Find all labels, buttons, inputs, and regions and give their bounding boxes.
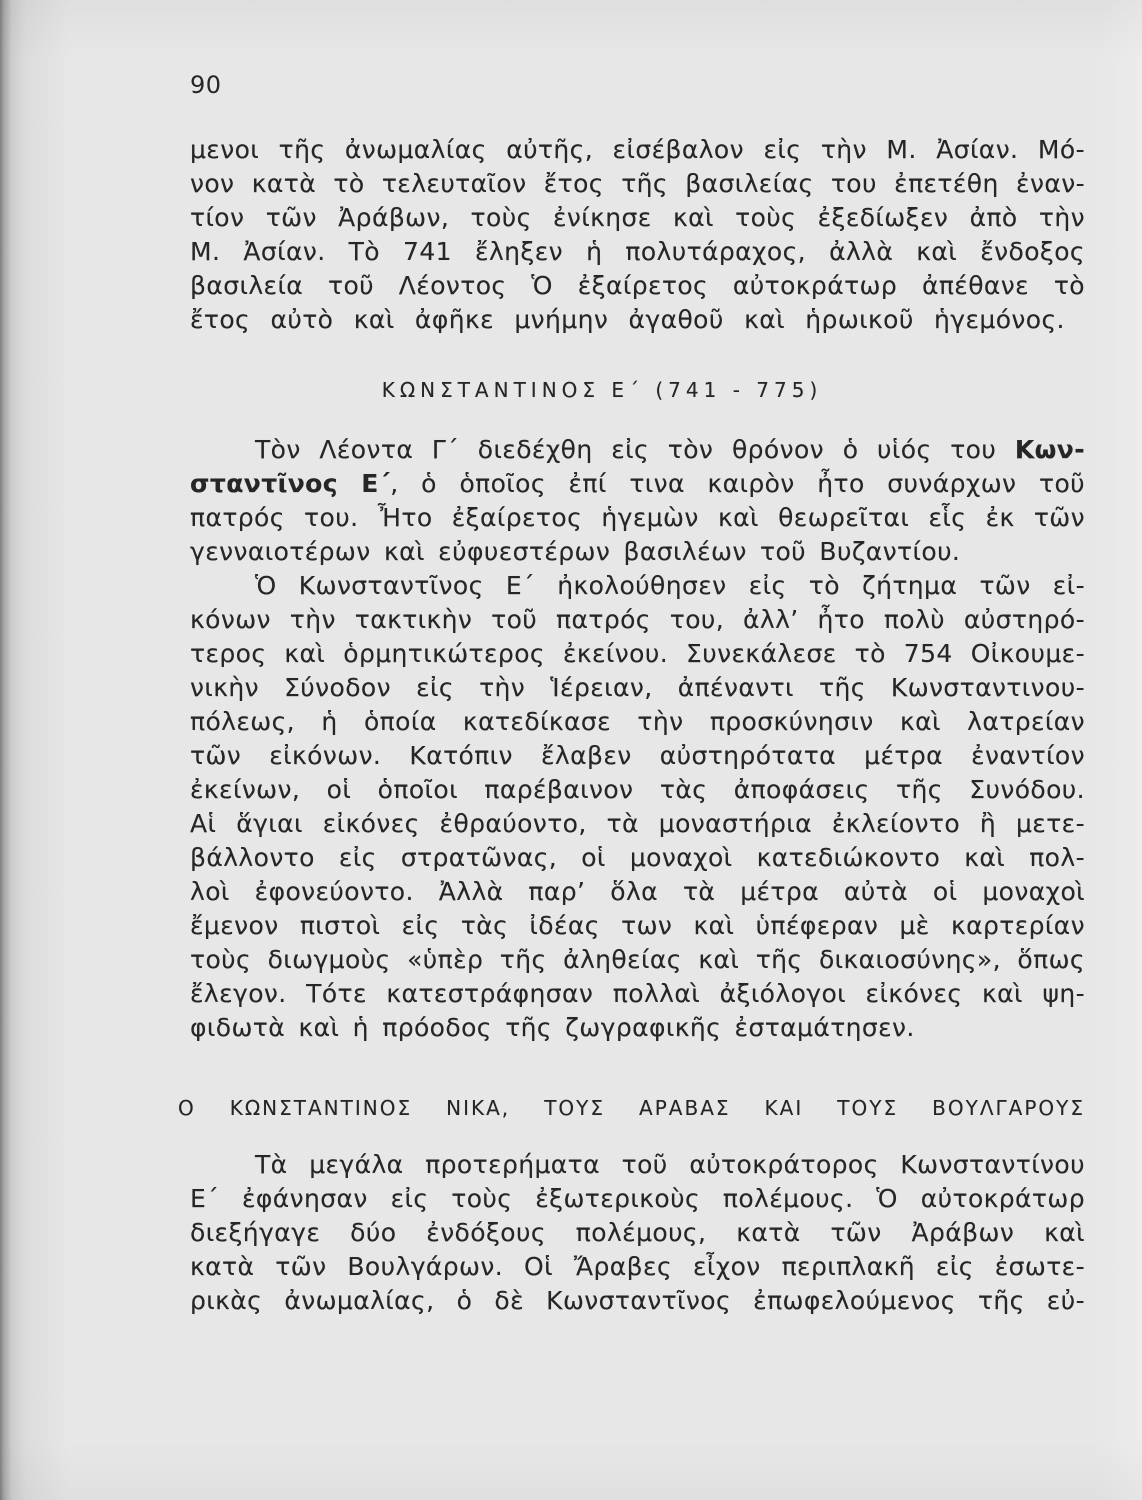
text-line: τοὺς διωγμοὺς «ὑπὲρ τῆς ἀληθείας καὶ τῆς δικαιοσύνης», ὅπως <box>190 945 1085 974</box>
text-line: φιδωτὰ καὶ ἡ πρόοδος τῆς ζωγραφικῆς ἐσταμάτησεν. <box>190 1013 915 1042</box>
text-line: γενναιοτέρων καὶ εὐφυεστέρων βασιλέων τοῦ Βυζαντίου. <box>190 537 961 566</box>
text-line: τερος καὶ ὁρμητικώτερος ἐκείνου. Συνεκάλεσε τὸ 754 Οἰκουμε- <box>190 639 1085 668</box>
section-body <box>190 1148 1085 1318</box>
text-line: ρικὰς ἀνωμαλίας, ὁ δὲ Κωνσταντῖνος ἐπωφελούμενος τῆς εὐ- <box>190 1286 1085 1315</box>
text-segment: , ὁ ὁποῖος ἐπί τινα καιρὸν ἦτο συνάρχων τοῦ <box>390 469 1085 498</box>
text-line <box>190 433 1085 467</box>
text-line: Ε΄ ἐφάνησαν εἰς τοὺς ἐξωτερικοὺς πολέμους. Ὁ αὐτοκράτωρ <box>190 1184 1085 1213</box>
section-heading: Ο ΚΩΝΣΤΑΝΤΙΝΟΣ ΝΙΚΑ, ΤΟΥΣ ΑΡΑΒΑΣ ΚΑΙ ΤΟΥΣ ΒΟΥΛΓΑΡΟΥΣ <box>178 1096 1085 1120</box>
section-body <box>190 433 1085 1045</box>
text-line: μενοι τῆς ἀνωμαλίας αὐτῆς, εἰσέβαλον εἰς τὴν Μ. Ἀσίαν. Μό- <box>190 135 1085 164</box>
section-heading: ΚΩΝΣΤΑΝΤΙΝΟΣ Ε΄ (741 - 775) <box>381 378 823 402</box>
emphasized-name: Κων- <box>1014 435 1085 464</box>
paragraph <box>190 133 1085 337</box>
text-line: Ὁ Κωνσταντῖνος Ε΄ ἠκολούθησεν εἰς τὸ ζήτημα τῶν εἰ- <box>255 571 1085 600</box>
text-line: τίον τῶν Ἀράβων, τοὺς ἐνίκησε καὶ τοὺς ἐξεδίωξεν ἀπὸ τὴν <box>190 203 1085 232</box>
page-number: 90 <box>190 71 222 99</box>
text-line: ἔλεγον. Τότε κατεστράφησαν πολλαὶ ἀξιόλογοι εἰκόνες καὶ ψη- <box>190 979 1085 1008</box>
text-line: νον κατὰ τὸ τελευταῖον ἔτος τῆς βασιλείας του ἐπετέθη ἐναν- <box>190 169 1085 198</box>
text-line: Αἱ ἅγιαι εἰκόνες ἐθραύοντο, τὰ μοναστήρια ἐκλείοντο ἢ μετε- <box>190 809 1085 838</box>
text-line: Μ. Ἀσίαν. Τὸ 741 ἔληξεν ἡ πολυτάραχος, ἀλλὰ καὶ ἔνδοξος <box>190 237 1085 266</box>
text-line: τῶν εἰκόνων. Κατόπιν ἔλαβεν αὐστηρότατα μέτρα ἐναντίον <box>190 741 1085 770</box>
text-line: Τὰ μεγάλα προτερήματα τοῦ αὐτοκράτορος Κωνσταντίνου <box>255 1150 1085 1179</box>
text-line: κόνων τὴν τακτικὴν τοῦ πατρός του, ἀλλ’ ἦτο πολὺ αὐστηρό- <box>190 605 1085 634</box>
text-segment: Τὸν Λέοντα Γ΄ διεδέχθη εἰς τὸν θρόνον ὁ υἱός του <box>255 435 1015 464</box>
emphasized-name: σταντῖνος Ε΄ <box>190 469 391 498</box>
text-line: βάλλοντο εἰς στρατῶνας, οἱ μοναχοὶ κατεδιώκοντο καὶ πολ- <box>190 843 1085 872</box>
text-line: νικὴν Σύνοδον εἰς τὴν Ἱέρειαν, ἀπέναντι τῆς Κωνσταντινου- <box>190 673 1085 702</box>
text-line: ἐκείνων, οἱ ὁποῖοι παρέβαινον τὰς ἀποφάσεις τῆς Συνόδου. <box>190 775 1085 804</box>
text-line: πόλεως, ἡ ὁποία κατεδίκασε τὴν προσκύνησιν καὶ λατρείαν <box>190 707 1085 736</box>
paragraph <box>190 433 1085 569</box>
text-line: διεξήγαγε δύο ἐνδόξους πολέμους, κατὰ τῶν Ἀράβων καὶ <box>190 1218 1085 1247</box>
text-line: ἔμενον πιστοὶ εἰς τὰς ἰδέας των καὶ ὑπέφεραν μὲ καρτερίαν <box>190 911 1085 940</box>
text-line: πατρός του. Ἦτο ἐξαίρετος ἡγεμὼν καὶ θεωρεῖται εἷς ἐκ τῶν <box>190 503 1085 532</box>
paragraph <box>190 1148 1085 1318</box>
text-line: ἔτος αὐτὸ καὶ ἀφῆκε μνήμην ἀγαθοῦ καὶ ἡρωικοῦ ἡγεμόνος. <box>190 305 1065 334</box>
text-line <box>190 467 1085 501</box>
paragraph <box>190 569 1085 1045</box>
text-line: λοὶ ἐφονεύοντο. Ἀλλὰ παρ’ ὅλα τὰ μέτρα αὐτὰ οἱ μοναχοὶ <box>190 877 1085 906</box>
text-line: βασιλεία τοῦ Λέοντος Ὁ ἐξαίρετος αὐτοκράτωρ ἀπέθανε τὸ <box>190 271 1085 300</box>
text-line: κατὰ τῶν Βουλγάρων. Οἱ Ἄραβες εἶχον περιπλακῆ εἰς ἐσωτε- <box>190 1252 1085 1281</box>
